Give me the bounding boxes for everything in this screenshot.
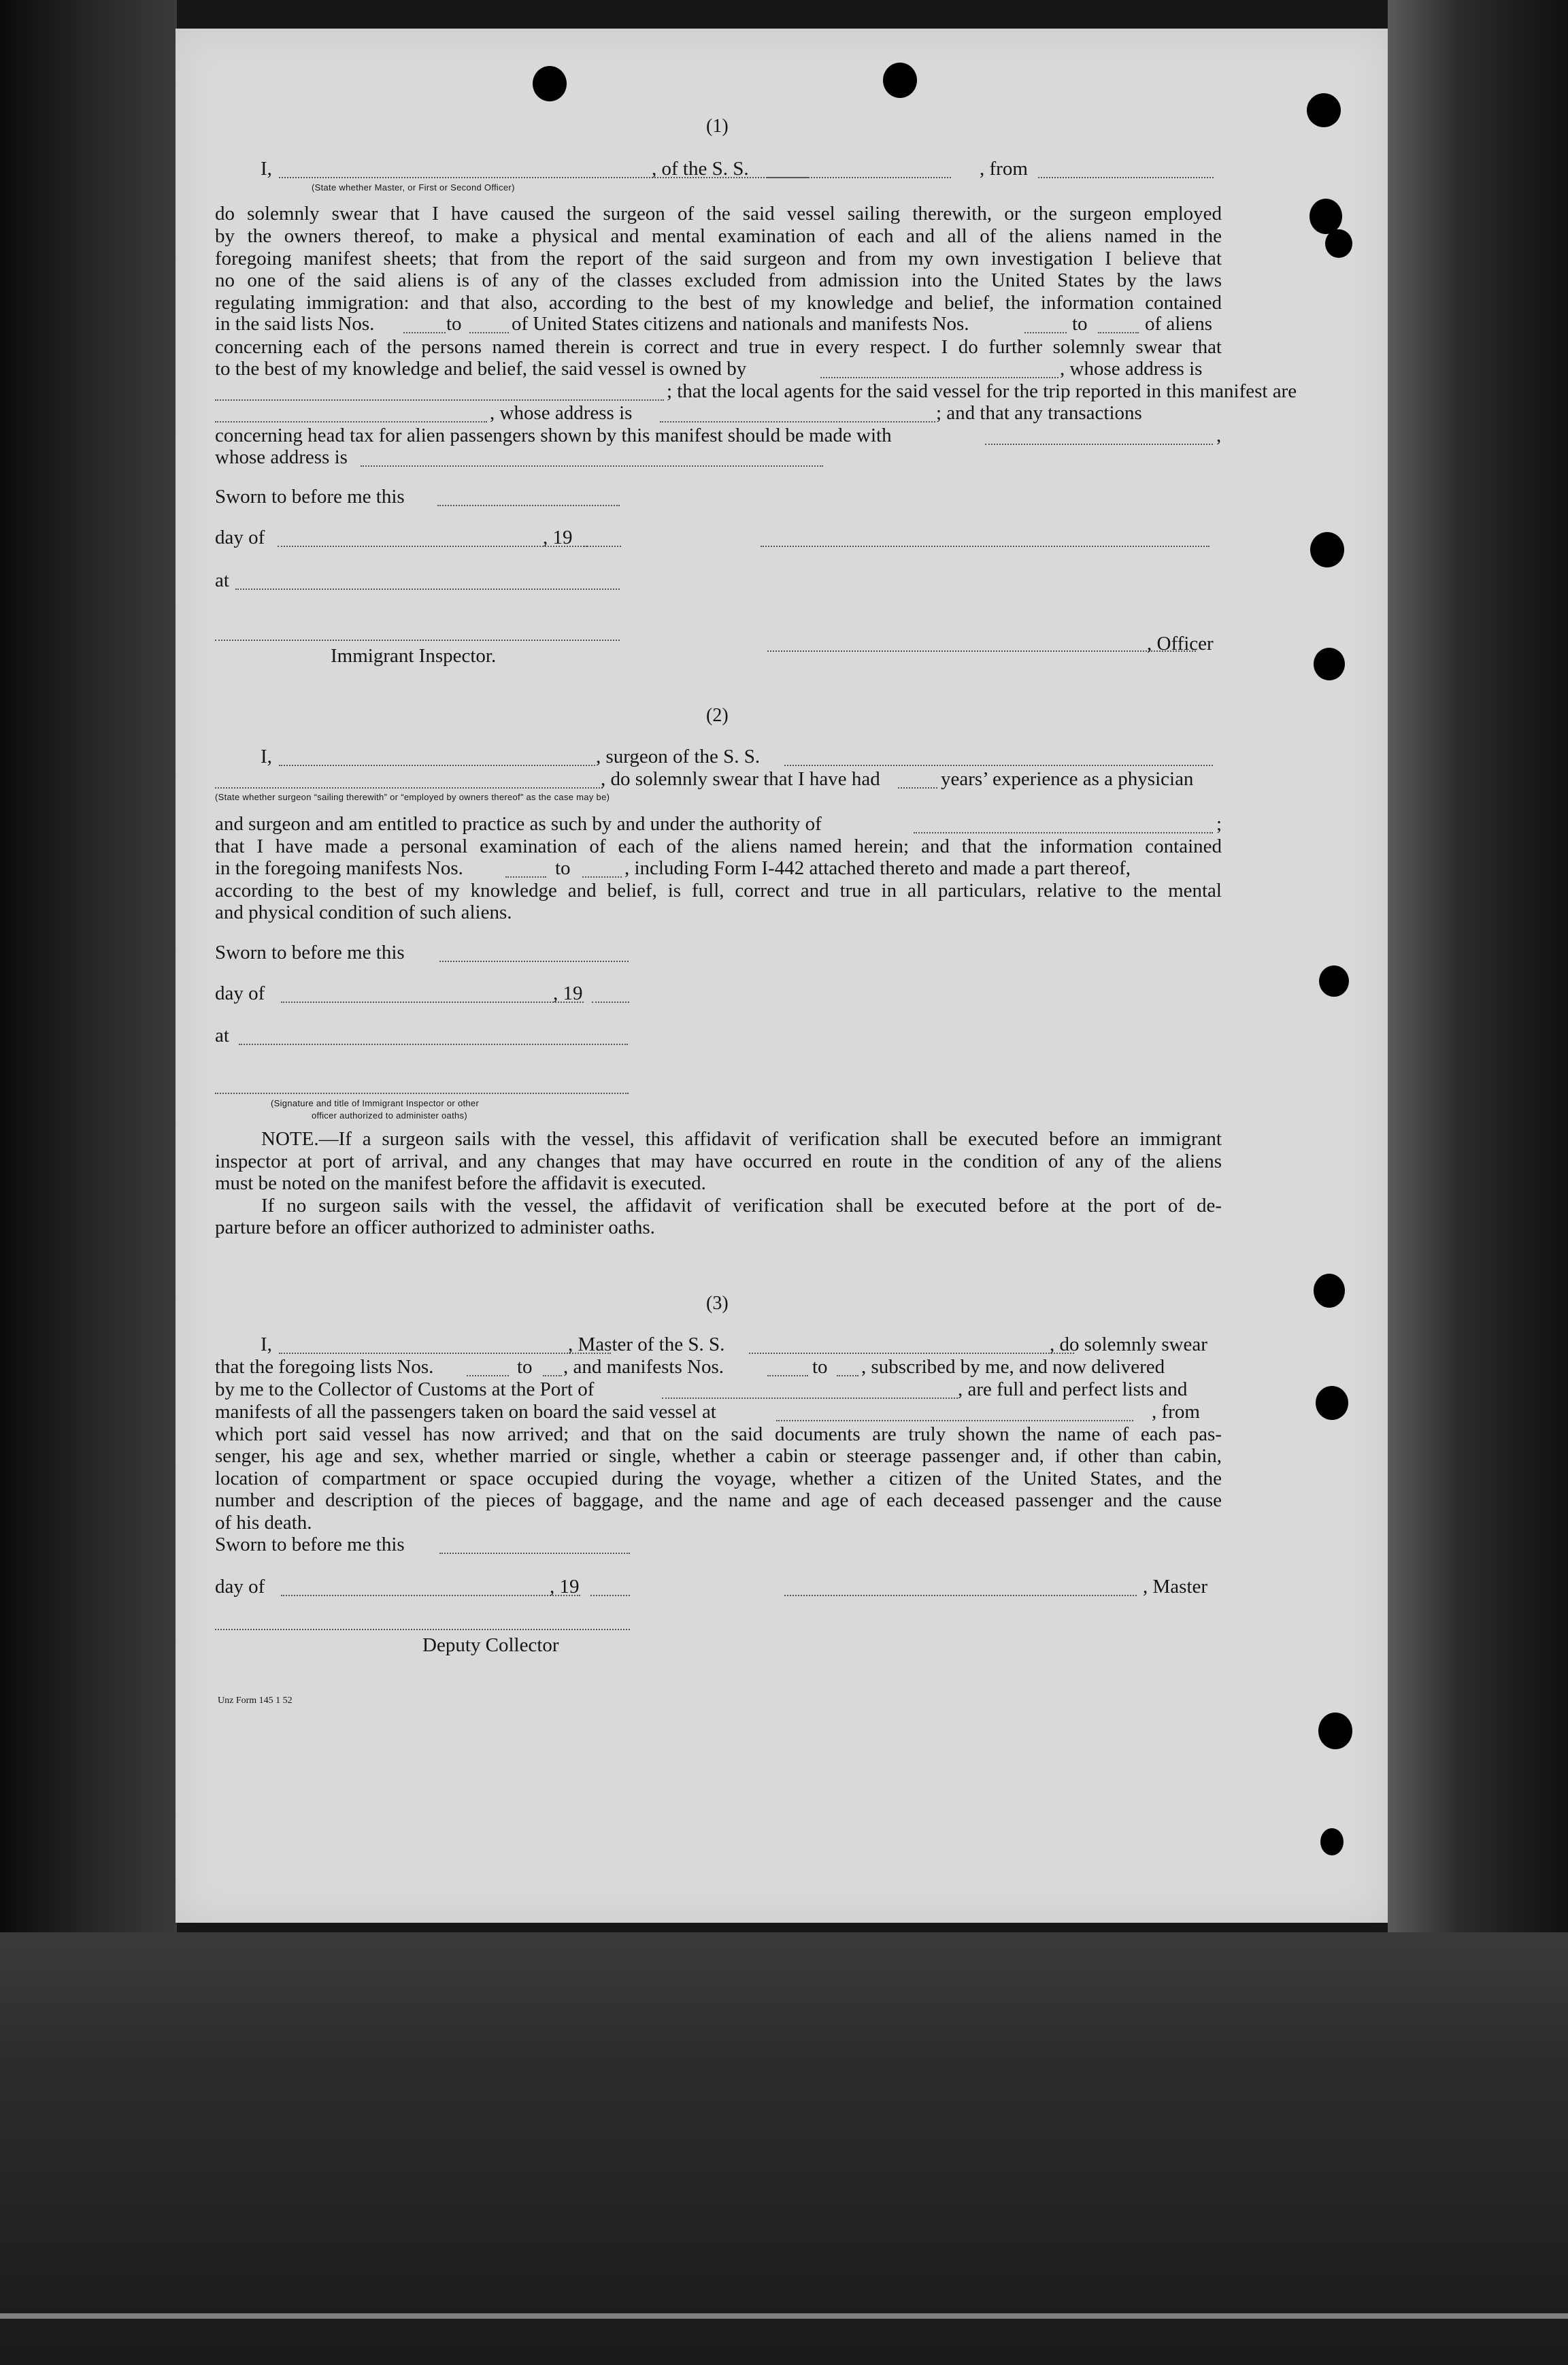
punch-hole-icon xyxy=(1325,229,1352,258)
punch-hole-icon xyxy=(1314,648,1345,680)
note-master: (State whether Master, or First or Second Officer) xyxy=(312,182,515,193)
blank-port xyxy=(662,1398,958,1399)
label-collector: by me to the Collector of Customs at the Port of xyxy=(215,1378,595,1400)
punch-hole-icon xyxy=(883,63,917,98)
blank-surgeon-type xyxy=(215,787,603,789)
blank-surgeon-name xyxy=(279,765,595,766)
section-number: (1) xyxy=(706,116,729,137)
label-whose-address: , whose address is xyxy=(1060,358,1203,380)
blank-year xyxy=(590,1595,630,1596)
blank-years xyxy=(898,787,937,789)
label-manifests-nos: in the foregoing manifests Nos. xyxy=(215,857,463,879)
label-i: I, xyxy=(261,746,272,767)
blank-list-to xyxy=(543,1375,562,1376)
blank-owner-address xyxy=(215,399,664,401)
label-day-of: day of xyxy=(215,1576,265,1598)
blank-head-tax xyxy=(985,444,1213,445)
note-line: inspector at port of arrival, and any changes that may have occurred en route in the condition of any of the aliens xyxy=(215,1151,1222,1172)
note-signature: (Signature and title of Immigrant Inspector or other xyxy=(271,1098,480,1108)
label-do-swear: , do solemnly swear xyxy=(1050,1334,1207,1355)
blank-manifest-to xyxy=(837,1375,858,1376)
punch-hole-icon xyxy=(1310,532,1344,567)
blank-at-place xyxy=(235,589,620,590)
label-us-citizens: of United States citizens and nationals and manifests Nos. xyxy=(512,313,969,335)
label-head-tax: concerning head tax for alien passengers shown by this manifest should be made with xyxy=(215,425,892,446)
punch-hole-icon xyxy=(1307,93,1341,127)
label-year: , 19 xyxy=(550,1576,580,1598)
punch-hole-icon xyxy=(1320,1828,1344,1855)
label-form-i442: , including Form I-442 attached thereto and made a part thereof, xyxy=(624,857,1131,879)
oath-line: by the owners thereof, to make a physical and mental examination of each and all of the aliens named in the xyxy=(215,225,1222,247)
surgeon-oath-line: that I have made a personal examination of each of the aliens named herein; and that the information contained xyxy=(215,836,1222,857)
blank-manifest-from xyxy=(1024,332,1067,333)
blank-month xyxy=(278,546,587,547)
label-year: , 19 xyxy=(553,982,583,1004)
label-officer: , Officer xyxy=(1147,633,1214,655)
blank-list-to xyxy=(469,332,509,333)
label-i: I, xyxy=(261,158,272,180)
blank-sworn-day xyxy=(439,961,629,962)
form-code: Unz Form 145 1 52 xyxy=(218,1696,293,1706)
scan-background-bottom xyxy=(0,1932,1568,2365)
label-sworn: Sworn to before me this xyxy=(215,486,405,508)
master-oath-line: which port said vessel has now arrived; and that on the said documents are truly shown the name of each pas- xyxy=(215,1423,1222,1445)
punch-hole-icon xyxy=(1319,965,1349,997)
blank-month xyxy=(281,1002,584,1003)
label-from: , from xyxy=(980,158,1028,180)
oath-line: no one of the said aliens is of any of the classes excluded from admission into the United States by the laws xyxy=(215,269,1222,291)
label-years-experience: years’ experience as a physician xyxy=(941,768,1194,790)
punch-hole-icon xyxy=(1314,1274,1345,1308)
blank-ship-name xyxy=(749,1353,1074,1354)
note-line: must be noted on the manifest before the affidavit is executed. xyxy=(215,1172,706,1194)
label-sworn: Sworn to before me this xyxy=(215,1534,405,1555)
blank-year xyxy=(584,546,621,547)
section-number: (3) xyxy=(706,1293,729,1314)
label-lists-nos: that the foregoing lists Nos. xyxy=(215,1356,434,1378)
blank-master-name xyxy=(279,1353,611,1354)
blank-officer-signature xyxy=(761,546,1210,547)
label-and-manifests: , and manifests Nos. xyxy=(563,1356,724,1378)
label-authority: and surgeon and am entitled to practice as such by and under the authority of xyxy=(215,813,822,835)
label-do-swear: , do solemnly swear that I have had xyxy=(601,768,880,790)
film-edge xyxy=(0,2313,1568,2319)
document-page xyxy=(176,29,1388,1923)
label-year: , 19 xyxy=(543,527,573,548)
blank-sworn-day xyxy=(437,505,620,506)
blank-year xyxy=(592,1002,629,1003)
label-day-of: day of xyxy=(215,982,265,1004)
blank-owner xyxy=(820,377,1058,378)
label-to: to xyxy=(555,857,571,879)
blank-sworn-day xyxy=(439,1553,630,1554)
label-of-aliens: of aliens xyxy=(1145,313,1213,335)
label-at: at xyxy=(215,569,229,591)
blank-ship-name xyxy=(767,177,951,178)
blank-local-agents xyxy=(215,421,487,423)
blank-surgeon-ship xyxy=(784,765,1213,766)
surgeon-oath-line: and physical condition of such aliens. xyxy=(215,902,512,923)
label-sworn: Sworn to before me this xyxy=(215,942,405,963)
oath-line: do solemnly swear that I have caused the surgeon of the said vessel sailing therewith, or the surgeon employed xyxy=(215,203,1222,225)
label-to: to xyxy=(446,313,462,335)
label-day-of: day of xyxy=(215,527,265,548)
note-line: parture before an officer authorized to administer oaths. xyxy=(215,1217,655,1238)
label-whose-address: , whose address is xyxy=(490,402,633,424)
surgeon-oath-line: according to the best of my knowledge and belief, is full, correct and true in all particulars, relative to the mental xyxy=(215,880,1222,902)
label-master: , Master xyxy=(1143,1576,1208,1598)
master-oath-line: of his death. xyxy=(215,1512,312,1534)
label-immigrant-inspector: Immigrant Inspector. xyxy=(331,645,497,667)
label-owned-by: to the best of my knowledge and belief, the said vessel is owned by xyxy=(215,358,747,380)
label-of-ss: , of the S. S. xyxy=(652,158,749,180)
note-line: NOTE.—If a surgeon sails with the vessel, this affidavit of verification shall be executed before an immigrant xyxy=(261,1128,1222,1150)
blank-manifest-from xyxy=(505,876,546,878)
blank-from-port xyxy=(1038,177,1214,178)
label-transactions: ; and that any transactions xyxy=(936,402,1142,424)
blank-agent-address xyxy=(660,421,935,423)
blank-signature xyxy=(215,1093,629,1094)
blank-inspector-signature xyxy=(215,640,620,641)
blank-month xyxy=(281,1595,580,1596)
punch-hole-icon xyxy=(1316,1386,1348,1420)
master-oath-line: number and description of the pieces of baggage, and the name and age of each deceased passenger and the cause xyxy=(215,1489,1222,1511)
note-surgeon-type: (State whether surgeon “sailing therewith” or “employed by owners thereof” as the case may be) xyxy=(215,792,610,802)
oath-line: concerning each of the persons named therein is correct and true in every respect. I do further solemnly swear that xyxy=(215,336,1222,358)
blank-head-tax-address xyxy=(361,465,823,467)
blank-manifest-to xyxy=(1098,332,1139,333)
section-number: (2) xyxy=(706,705,729,726)
blank-manifest-from xyxy=(767,1375,808,1376)
oath-line: regulating immigration: and that also, according to the best of my knowledge and belief, the information contained xyxy=(215,292,1222,314)
label-whose-address: whose address is xyxy=(215,446,348,468)
note-line: If no surgeon sails with the vessel, the affidavit of verification shall be executed before at the port of de- xyxy=(261,1195,1222,1217)
comma: , xyxy=(1216,425,1222,446)
blank-list-from xyxy=(403,332,446,333)
label-surgeon-of: , surgeon of the S. S. xyxy=(596,746,761,767)
semicolon: ; xyxy=(1216,813,1222,835)
label-at: at xyxy=(215,1025,229,1046)
master-oath-line: senger, his age and sex, whether married or single, whether a cabin or steerage passenger and, if other than cabin, xyxy=(215,1445,1222,1467)
master-oath-line: location of compartment or space occupied during the voyage, whether a citizen of the United States, and the xyxy=(215,1468,1222,1489)
blank-authority xyxy=(914,832,1213,833)
note-signature: officer authorized to administer oaths) xyxy=(312,1110,467,1121)
label-full-perfect: , are full and perfect lists and xyxy=(958,1378,1188,1400)
blank-master-signature xyxy=(784,1595,1137,1596)
label-subscribed: , subscribed by me, and now delivered xyxy=(861,1356,1165,1378)
punch-hole-icon xyxy=(533,66,567,101)
label-i: I, xyxy=(261,1334,272,1355)
label-to: to xyxy=(517,1356,533,1378)
blank-at-place xyxy=(239,1044,628,1045)
label-local-agents: ; that the local agents for the said vessel for the trip reported in this manifest are xyxy=(667,380,1297,402)
label-from: , from xyxy=(1152,1401,1200,1423)
label-manifests-all: manifests of all the passengers taken on board the said vessel at xyxy=(215,1401,716,1423)
label-master-of: , Master of the S. S. xyxy=(568,1334,725,1355)
blank-manifest-to xyxy=(582,876,622,878)
blank-port-taken xyxy=(776,1420,1133,1421)
label-deputy-collector: Deputy Collector xyxy=(422,1634,559,1656)
label-to: to xyxy=(812,1356,828,1378)
label-to: to xyxy=(1072,313,1088,335)
oath-line: foregoing manifest sheets; that from the report of the said surgeon and from my own investigation I believe that xyxy=(215,248,1222,269)
label-lists-nos: in the said lists Nos. xyxy=(215,313,375,335)
blank-officer-name xyxy=(767,650,1196,652)
punch-hole-icon xyxy=(1318,1713,1352,1749)
blank-list-from xyxy=(467,1375,509,1376)
blank-deputy-signature xyxy=(215,1629,630,1630)
